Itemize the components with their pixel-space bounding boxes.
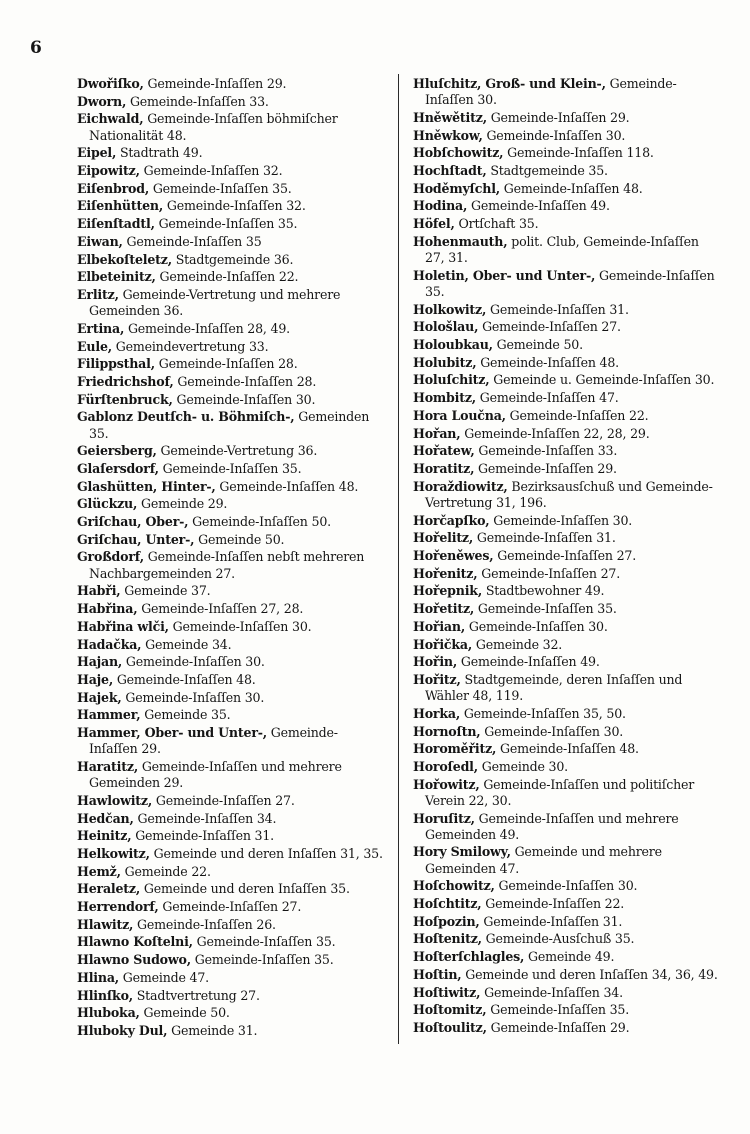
entry-details: Stadtgemeinde 36.	[171, 251, 294, 267]
place-name: Hořeněwes,	[413, 547, 494, 563]
index-entry	[77, 356, 386, 372]
place-name: Eiſenſtadtl,	[77, 216, 155, 232]
entry-details: Gemeinde-Inſaſſen 49.	[457, 654, 600, 670]
index-entry	[413, 181, 722, 197]
index-entry	[77, 811, 386, 827]
place-name: Hořian,	[413, 618, 466, 634]
place-name: Hajan,	[77, 654, 123, 670]
entry-details: Gemeinde-Inſaſſen und politiſcher Verein 22, 30.	[425, 776, 695, 808]
entry-details: Gemeinde-Inſaſſen 22, 28, 29.	[460, 425, 650, 441]
place-name: Hombitz,	[413, 390, 476, 406]
entry-details: Gemeinde-Inſaſſen 35.	[149, 180, 292, 196]
index-entry	[77, 846, 386, 862]
entry-details: Gemeinde-Inſaſſen 47.	[475, 390, 619, 406]
entry-details: Gemeinde-Inſaſſen 30.	[172, 391, 316, 407]
place-name: Glashütten, Hinter-,	[77, 478, 216, 494]
place-name: Habřina wlči,	[77, 618, 169, 634]
entry-details: Gemeinde 50.	[194, 531, 285, 547]
entry-details: Gemeinde-Inſaſſen 30.	[168, 618, 312, 634]
place-name: Hořenitz,	[413, 565, 478, 581]
index-entry	[77, 725, 386, 757]
index-entry	[413, 408, 722, 424]
entry-details: Gemeinde-Inſaſſen 29.	[89, 725, 338, 757]
place-name: Hornoſtn,	[413, 723, 481, 739]
index-entry	[77, 181, 386, 197]
index-entry	[77, 496, 386, 512]
place-name: Hlawno Sudowo,	[77, 952, 191, 968]
entry-details: Gemeinde-Inſaſſen 27.	[477, 565, 621, 581]
entry-details: Gemeinde 35.	[140, 707, 231, 723]
index-entry	[77, 145, 386, 161]
entry-details: Stadtrath 49.	[116, 145, 203, 161]
place-name: Horoměřitz,	[413, 741, 497, 757]
index-entry	[413, 878, 722, 894]
place-name: Habřina,	[77, 601, 138, 617]
index-entry	[77, 443, 386, 459]
place-name: Hemž,	[77, 863, 121, 879]
place-name: Holoubkau,	[413, 337, 493, 353]
index-entry	[413, 234, 722, 266]
entry-details: Gemeinde-Inſaſſen 30.	[425, 76, 677, 108]
place-name: Hněwkow,	[413, 127, 483, 143]
entry-details: Gemeinde und deren Inſaſſen 31, 35.	[149, 845, 383, 861]
entry-details: Stadtvertretung 27.	[132, 987, 260, 1003]
entry-details: Gemeinde-Inſaſſen 31.	[131, 828, 274, 844]
index-entry	[413, 1002, 722, 1018]
index-entry	[413, 619, 722, 635]
entry-details: Gemeinden 35.	[89, 409, 370, 441]
index-entry	[413, 461, 722, 477]
place-name: Hluboky Dul,	[77, 1022, 168, 1038]
place-name: Haje,	[77, 671, 114, 687]
index-entry	[413, 548, 722, 564]
entry-details: Gemeinde-Inſaſſen 31.	[473, 530, 616, 546]
place-name: Hořepnik,	[413, 583, 483, 599]
entry-details: Gemeinde 22.	[120, 863, 211, 879]
place-name: Horatitz,	[413, 460, 475, 476]
entry-details: Gemeinde 37.	[120, 583, 211, 599]
place-name: Hořatew,	[413, 443, 475, 459]
index-entry	[413, 110, 722, 126]
entry-details: Stadtgemeinde 35.	[486, 163, 608, 179]
index-entry	[413, 967, 722, 983]
place-name: Hořowitz,	[413, 776, 480, 792]
place-name: Hlawitz,	[77, 916, 134, 932]
entry-details: Gemeinde-Inſaſſen 33.	[126, 93, 269, 109]
place-name: Hammer, Ober- und Unter-,	[77, 725, 267, 741]
index-entry	[77, 881, 386, 897]
index-entry	[413, 319, 722, 335]
entry-details: Gemeinde-Inſaſſen 29.	[486, 1019, 630, 1035]
index-entry	[413, 372, 722, 388]
place-name: Hlinſko,	[77, 987, 133, 1003]
entry-details: Stadtgemeinde, deren Inſaſſen und Wähler 48, 119.	[425, 671, 683, 704]
entry-details: polit. Club, Gemeinde-Inſaſſen 27, 31.	[425, 233, 699, 266]
index-entry	[413, 931, 722, 947]
index-entry	[77, 374, 386, 390]
place-name: Holkowitz,	[413, 301, 487, 317]
index-entry	[413, 637, 722, 653]
index-entry	[77, 479, 386, 495]
entry-details: Gemeinde-Inſaſſen 30.	[482, 127, 626, 143]
entry-details: Gemeinde-Inſaſſen 27.	[152, 792, 295, 808]
index-entry	[413, 216, 722, 232]
index-entry	[77, 619, 386, 635]
place-name: Hora Loučna,	[413, 407, 506, 423]
index-entry	[413, 390, 722, 406]
index-entry	[77, 198, 386, 214]
index-entry	[77, 163, 386, 179]
entry-details: Gemeinde-Inſaſſen 30.	[121, 689, 265, 705]
index-entry	[413, 601, 722, 617]
place-name: Ertina,	[77, 320, 125, 336]
place-name: Großdorf,	[77, 549, 144, 565]
place-name: Hobſchowitz,	[413, 145, 504, 161]
index-entry	[413, 163, 722, 179]
entry-details: Gemeinde-Inſaſſen 48.	[215, 478, 359, 494]
place-name: Friedrichshof,	[77, 373, 174, 389]
place-name: Elbeteinitz,	[77, 269, 156, 285]
index-entry	[413, 985, 722, 1001]
place-name: Hořin,	[413, 654, 458, 670]
entry-details: Gemeinde-Inſaſſen 30.	[489, 512, 633, 528]
index-entry	[77, 672, 386, 688]
entry-details: Gemeinde-Inſaſſen 48.	[496, 741, 639, 757]
place-name: Hněwětitz,	[413, 109, 487, 125]
index-entry	[77, 252, 386, 268]
index-entry	[413, 76, 722, 108]
index-entry	[413, 302, 722, 318]
index-entry	[413, 654, 722, 670]
entry-details: Gemeinde-Inſaſſen 33.	[474, 443, 618, 459]
index-entry	[77, 392, 386, 408]
entry-details: Gemeinde 47.	[118, 969, 209, 985]
entry-details: Gemeinde 50.	[492, 337, 583, 353]
entry-details: Gemeinde-Inſaſſen 35.	[425, 267, 715, 299]
place-name: Glaſersdorf,	[77, 460, 159, 476]
place-name: Holetin, Ober- und Unter-,	[413, 267, 596, 283]
index-entry	[77, 1005, 386, 1021]
entry-details: Gemeinde-Inſaſſen 31.	[479, 913, 623, 929]
index-column-right	[413, 76, 722, 1038]
index-entry	[77, 409, 386, 441]
entry-details: Gemeinde-Inſaſſen 48.	[113, 671, 256, 687]
index-entry	[413, 583, 722, 599]
place-name: Hochſtadt,	[413, 163, 487, 179]
entry-details: Gemeinde-Inſaſſen 30.	[494, 878, 638, 894]
entry-details: Gemeinde-Inſaſſen 27.	[493, 547, 637, 563]
entry-details: Gemeinde-Inſaſſen 32.	[139, 163, 283, 179]
index-entry	[77, 269, 386, 285]
entry-details: Gemeinde-Inſaſſen 30.	[465, 618, 608, 634]
entry-details: Gemeinde 34.	[141, 636, 232, 652]
place-name: Eiſenhütten,	[77, 198, 164, 214]
index-entry	[77, 583, 386, 599]
entry-details: Gemeinde-Inſaſſen 29.	[143, 76, 287, 91]
entry-details: Gemeinde-Inſaſſen 35.	[190, 952, 334, 968]
entry-details: Gemeinde-Inſaſſen 35.	[158, 460, 302, 476]
place-name: Hajek,	[77, 689, 122, 705]
index-entry	[77, 76, 386, 92]
index-entry	[77, 234, 386, 250]
entry-details: Gemeinde u. Gemeinde-Inſaſſen 30.	[489, 372, 715, 388]
entry-details: Gemeinde-Inſaſſen 35.	[486, 1002, 629, 1018]
entry-details: Gemeinde 29.	[137, 496, 228, 512]
entry-details: Gemeinde und deren Inſaſſen 35.	[140, 881, 350, 897]
place-name: Horka,	[413, 705, 461, 721]
entry-details: Gemeinde und deren Inſaſſen 34, 36, 49.	[461, 966, 718, 982]
place-name: Helkowitz,	[77, 845, 150, 861]
entry-details: Gemeinde-Inſaſſen 28, 49.	[124, 320, 290, 336]
entry-details: Gemeinde-Inſaſſen 26.	[133, 916, 276, 932]
place-name: Griſchau, Ober-,	[77, 514, 189, 530]
index-entry	[413, 198, 722, 214]
place-name: Herrendorf,	[77, 899, 159, 915]
place-name: Hoſchowitz,	[413, 878, 495, 894]
place-name: Hořička,	[413, 636, 473, 652]
index-entry	[413, 759, 722, 775]
entry-details: Gemeinde und mehrere Gemeinden 47.	[425, 844, 662, 876]
entry-details: Gemeinde-Inſaſſen 34.	[133, 810, 277, 826]
index-entry	[77, 549, 386, 581]
place-name: Hohenmauth,	[413, 233, 508, 249]
entry-details: Gemeinde-Inſaſſen 30.	[122, 654, 265, 670]
place-name: Hořitz,	[413, 671, 461, 687]
entry-details: Gemeinde-Inſaſſen 50.	[188, 514, 331, 530]
place-name: Hluboka,	[77, 1005, 140, 1021]
entry-details: Gemeinde-Inſaſſen 28.	[154, 356, 298, 372]
place-name: Höfel,	[413, 216, 455, 232]
place-name: Elbekoſteletz,	[77, 251, 172, 267]
entry-details: Gemeinde-Inſaſſen und mehrere Gemeinden 49.	[425, 810, 679, 842]
place-name: Horoſedl,	[413, 758, 478, 774]
entry-details: Gemeinde 31.	[167, 1022, 258, 1038]
place-name: Hodina,	[413, 198, 468, 214]
entry-details: Gemeinde-Inſaſſen und mehrere Gemeinden 29.	[89, 758, 342, 791]
place-name: Dworn,	[77, 93, 127, 109]
index-entry	[413, 566, 722, 582]
place-name: Horčapſko,	[413, 512, 490, 528]
place-name: Hlawno Koſtelni,	[77, 934, 193, 950]
place-name: Erlitz,	[77, 286, 119, 302]
index-entry	[77, 94, 386, 110]
index-entry	[77, 828, 386, 844]
index-entry	[413, 896, 722, 912]
entry-details: Ortſchaft 35.	[454, 216, 539, 232]
index-entry	[413, 479, 722, 511]
place-name: Hoſtin,	[413, 966, 462, 982]
entry-details: Gemeinde-Inſaſſen 35	[122, 233, 262, 249]
place-name: Hološlau,	[413, 319, 479, 335]
index-entry	[413, 268, 722, 300]
entry-details: Gemeinde-Inſaſſen 22.	[481, 896, 625, 912]
index-entry	[77, 934, 386, 950]
place-name: Eipowitz,	[77, 163, 140, 179]
index-entry	[413, 949, 722, 965]
index-entry	[413, 777, 722, 809]
place-name: Hluſchitz, Groß- und Klein-,	[413, 76, 606, 91]
place-name: Gablonz Deutſch- u. Böhmiſch-,	[77, 409, 295, 425]
index-entry	[413, 530, 722, 546]
place-name: Hoſtenitz,	[413, 931, 482, 947]
place-name: Holubitz,	[413, 354, 477, 370]
entry-details: Gemeinde-Inſaſſen nebſt mehreren Nachbargemeinden 27.	[89, 549, 365, 581]
index-entry	[413, 355, 722, 371]
entry-details: Gemeinde-Inſaſſen 48.	[499, 180, 643, 196]
index-entry	[413, 145, 722, 161]
index-column-left	[77, 76, 386, 1041]
place-name: Hoſpozin,	[413, 913, 480, 929]
place-name: Fürſtenbruck,	[77, 391, 173, 407]
index-entry	[77, 952, 386, 968]
place-name: Eule,	[77, 338, 112, 354]
place-name: Hedčan,	[77, 810, 134, 826]
index-entry	[77, 654, 386, 670]
entry-details: Gemeinde-Inſaſſen 22.	[505, 407, 649, 423]
index-entry	[413, 443, 722, 459]
place-name: Hlina,	[77, 969, 119, 985]
index-entry	[413, 128, 722, 144]
entry-details: Gemeinde-Inſaſſen 30.	[480, 723, 624, 739]
place-name: Hoſtomitz,	[413, 1002, 487, 1018]
page-number: 6	[30, 38, 42, 58]
entry-details: Gemeinde-Inſaſſen 118.	[503, 145, 654, 161]
place-name: Geiersberg,	[77, 443, 157, 459]
index-entry	[413, 741, 722, 757]
entry-details: Gemeinde-Vertretung 36.	[156, 443, 318, 459]
place-name: Hoſchtitz,	[413, 896, 482, 912]
index-entry	[413, 706, 722, 722]
place-name: Dwořiſko,	[77, 76, 144, 91]
index-entry	[77, 970, 386, 986]
entry-details: Gemeinde-Inſaſſen 27, 28.	[137, 601, 304, 617]
place-name: Hadačka,	[77, 636, 142, 652]
entry-details: Gemeinde-Inſaſſen 35, 50.	[460, 705, 626, 721]
place-name: Hořelitz,	[413, 530, 474, 546]
index-entry	[413, 844, 722, 876]
entry-details: Gemeinde-Inſaſſen 35.	[474, 601, 617, 617]
place-name: Hammer,	[77, 707, 141, 723]
place-name: Heraletz,	[77, 881, 141, 897]
index-entry	[413, 337, 722, 353]
index-entry	[77, 988, 386, 1004]
entry-details: Gemeinde-Inſaſſen 49.	[467, 198, 610, 214]
entry-details: Gemeinde 30.	[477, 758, 568, 774]
entry-details: Gemeinde 50.	[139, 1005, 230, 1021]
entry-details: Gemeinde 32.	[472, 636, 563, 652]
index-entry	[77, 690, 386, 706]
index-entry	[77, 707, 386, 723]
index-entry	[77, 321, 386, 337]
index-entry	[77, 601, 386, 617]
place-name: Haratitz,	[77, 758, 139, 774]
index-entry	[77, 514, 386, 530]
index-entry	[77, 899, 386, 915]
index-entry	[77, 287, 386, 319]
place-name: Habři,	[77, 583, 121, 599]
entry-details: Gemeindevertretung 33.	[111, 338, 269, 354]
index-entry	[413, 513, 722, 529]
index-entry	[413, 1020, 722, 1036]
index-entry	[77, 1023, 386, 1039]
place-name: Eiwan,	[77, 233, 123, 249]
index-entry	[77, 532, 386, 548]
index-entry	[413, 672, 722, 704]
column-divider	[398, 74, 399, 1044]
place-name: Filippsthal,	[77, 356, 155, 372]
index-entry	[77, 864, 386, 880]
entry-details: Gemeinde-Inſaſſen 48.	[476, 354, 619, 370]
place-name: Hoſtiwitz,	[413, 984, 481, 1000]
place-name: Holuſchitz,	[413, 372, 490, 388]
place-name: Hory Smilowy,	[413, 844, 511, 860]
entry-details: Gemeinde-Inſaſſen 34.	[480, 984, 623, 1000]
place-name: Hawlowitz,	[77, 792, 153, 808]
place-name: Glückzu,	[77, 496, 138, 512]
index-entry	[413, 811, 722, 843]
entry-details: Bezirksausſchuß und Gemeinde-Vertretung 31, 196.	[425, 478, 713, 510]
entry-details: Gemeinde 49.	[524, 949, 615, 965]
place-name: Griſchau, Unter-,	[77, 531, 195, 547]
index-entry	[77, 793, 386, 809]
entry-details: Gemeinde-Inſaſſen 28.	[173, 373, 317, 389]
place-name: Eichwald,	[77, 111, 144, 127]
entry-details: Gemeinde-Inſaſſen 31.	[486, 301, 629, 317]
entry-details: Gemeinde-Inſaſſen 29.	[486, 109, 630, 125]
place-name: Hořetitz,	[413, 601, 475, 617]
place-name: Hoſterſchlagles,	[413, 949, 525, 965]
place-name: Eiſenbrod,	[77, 180, 150, 196]
index-entry	[77, 111, 386, 143]
index-entry	[77, 759, 386, 791]
entry-details: Stadtbewohner 49.	[482, 583, 605, 599]
index-entry	[77, 917, 386, 933]
entry-details: Gemeinde-Vertretung und mehrere Gemeinden 36.	[89, 286, 341, 319]
entry-details: Gemeinde-Inſaſſen 35.	[154, 216, 298, 232]
entry-details: Gemeinde-Ausſchuß 35.	[481, 931, 635, 947]
place-name: Horaždiowitz,	[413, 478, 508, 494]
place-name: Hoſtoulitz,	[413, 1019, 487, 1035]
index-entry	[413, 914, 722, 930]
entry-details: Gemeinde-Inſaſſen böhmiſcher Nationalität 48.	[89, 111, 338, 143]
entry-details: Gemeinde-Inſaſſen 35.	[192, 934, 336, 950]
place-name: Hoděmyſchl,	[413, 180, 500, 196]
index-entry	[413, 426, 722, 442]
index-entry	[77, 461, 386, 477]
index-entry	[77, 216, 386, 232]
entry-details: Gemeinde-Inſaſſen 27.	[478, 319, 621, 335]
place-name: Eipel,	[77, 145, 117, 161]
entry-details: Gemeinde-Inſaſſen 29.	[474, 460, 617, 476]
place-name: Horuſitz,	[413, 810, 475, 826]
entry-details: Gemeinde-Inſaſſen 22.	[155, 269, 299, 285]
entry-details: Gemeinde-Inſaſſen 32.	[163, 198, 306, 214]
entry-details: Gemeinde-Inſaſſen 27.	[158, 899, 302, 915]
index-entry	[77, 637, 386, 653]
index-entry	[77, 339, 386, 355]
index-entry	[413, 724, 722, 740]
place-name: Heinitz,	[77, 828, 132, 844]
place-name: Hořan,	[413, 425, 461, 441]
